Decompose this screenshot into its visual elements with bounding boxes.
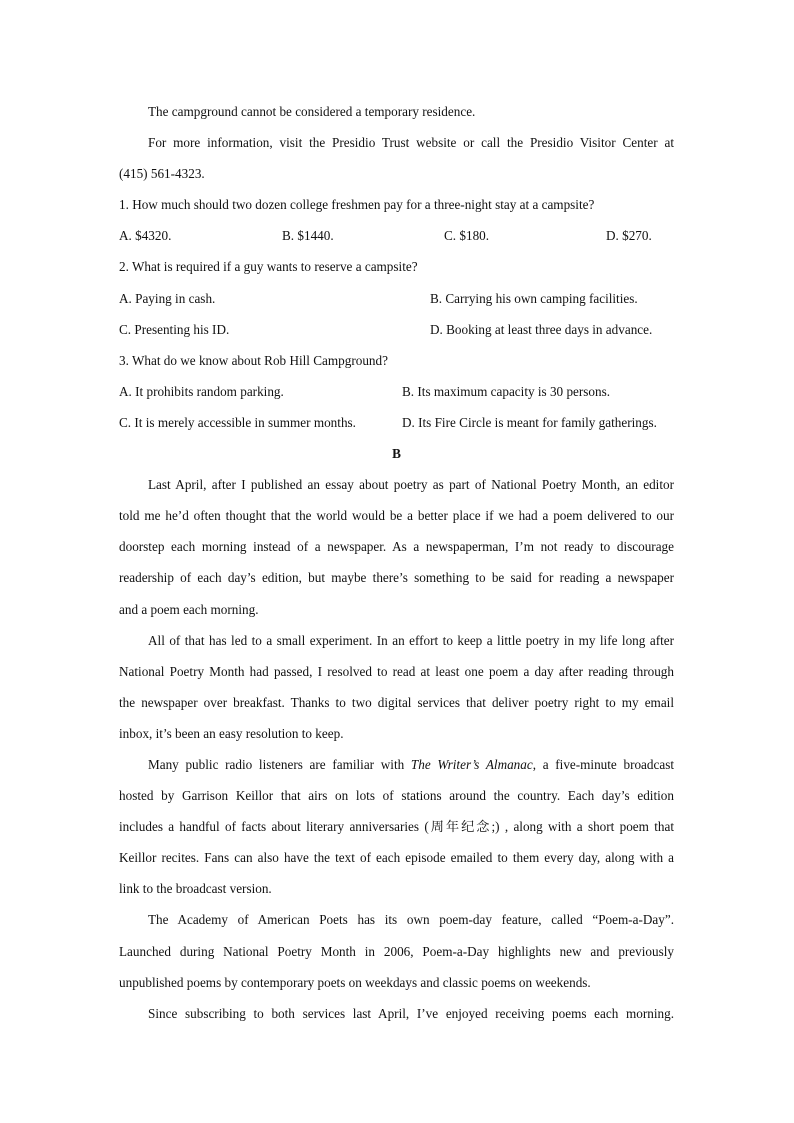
q1-option-c: C. $180. [444, 228, 490, 244]
question-2-options-row1 [119, 288, 674, 319]
question-3-options-row2 [119, 412, 674, 443]
q1-option-a: A. $4320. [119, 228, 172, 244]
q2-option-a: A. Paying in cash. [119, 290, 216, 306]
question-2-stem: 2. What is required if a guy wants to reserve a campsite? [119, 259, 418, 275]
question-3-options-row1 [119, 381, 674, 412]
p1-line-5: and a poem each morning. [119, 601, 259, 617]
p4-line-2: Launched during National Poetry Month in 2006, Poem-a-Day highlights new and previously [119, 943, 674, 959]
p2-line-1: All of that has led to a small experiment. In an effort to keep a little poetry in my life long after [148, 632, 674, 648]
q1-option-b: B. $1440. [282, 228, 334, 244]
p1-line-3: doorstep each morning instead of a newspaper. As a newspaperman, I’m not ready to discourage [119, 539, 674, 555]
question-3-stem: 3. What do we know about Rob Hill Campground? [119, 352, 388, 368]
p5-line-1: Since subscribing to both services last April, I’ve enjoyed receiving poems each morning. [148, 1005, 674, 1021]
p3-line-4: Keillor recites. Fans can also have the text of each episode emailed to them every day, along with a [119, 850, 674, 866]
q1-option-d: D. $270. [606, 228, 652, 244]
p3-line-3: includes a handful of facts about literary anniversaries (周年纪念;) , along with a short poem that [119, 819, 674, 835]
question-1-options [119, 225, 674, 256]
p1-line-2: told me he’d often thought that the world would be a better place if we had a poem delivered to our [119, 508, 674, 524]
p3-line-2: hosted by Garrison Keillor that airs on lots of stations around the country. Each day’s edition [119, 788, 674, 804]
p2-line-4: inbox, it’s been an easy resolution to keep. [119, 725, 344, 741]
paragraph-more-info-line1: For more information, visit the Presidio Trust website or call the Presidio Visitor Center at [148, 135, 674, 151]
q3-option-b: B. Its maximum capacity is 30 persons. [402, 383, 611, 399]
p1-line-1: Last April, after I published an essay about poetry as part of National Poetry Month, an editor [148, 477, 674, 493]
question-1-stem: 1. How much should two dozen college freshmen pay for a three-night stay at a campsite? [119, 197, 595, 213]
q2-option-c: C. Presenting his ID. [119, 321, 230, 337]
p1-line-4: readership of each day’s edition, but maybe there’s something to be said for reading a newspaper [119, 570, 674, 586]
p2-line-2: National Poetry Month had passed, I resolved to read at least one poem a day after reading through [119, 663, 674, 679]
almanac-title: The Writer’s Almanac [410, 756, 533, 772]
paragraph-more-info-line2: (415) 561-4323. [119, 166, 205, 182]
p3-line-1-pre: Many public radio listeners are familiar with [148, 756, 411, 772]
p3-line-5: link to the broadcast version. [119, 881, 272, 897]
p4-line-3: unpublished poems by contemporary poets on weekdays and classic poems on weekends. [119, 974, 591, 990]
p3-line-1 [119, 754, 674, 785]
q3-option-a: A. It prohibits random parking. [119, 383, 284, 399]
q2-option-b: B. Carrying his own camping facilities. [430, 290, 638, 306]
document-page [119, 101, 674, 1034]
p3-line-1-post: , a five-minute broadcast [532, 756, 675, 772]
q3-option-c: C. It is merely accessible in summer months. [119, 414, 356, 430]
question-2-options-row2 [119, 319, 674, 350]
section-b-heading: B [392, 446, 401, 462]
paragraph-temporary-residence: The campground cannot be considered a temporary residence. [148, 104, 476, 119]
q2-option-d: D. Booking at least three days in advance. [430, 321, 653, 337]
p4-line-1: The Academy of American Poets has its own poem-day feature, called “Poem-a-Day”. [148, 912, 674, 928]
q3-option-d: D. Its Fire Circle is meant for family gatherings. [402, 414, 657, 430]
p2-line-3: the newspaper over breakfast. Thanks to two digital services that deliver poetry right to my email [119, 694, 674, 710]
